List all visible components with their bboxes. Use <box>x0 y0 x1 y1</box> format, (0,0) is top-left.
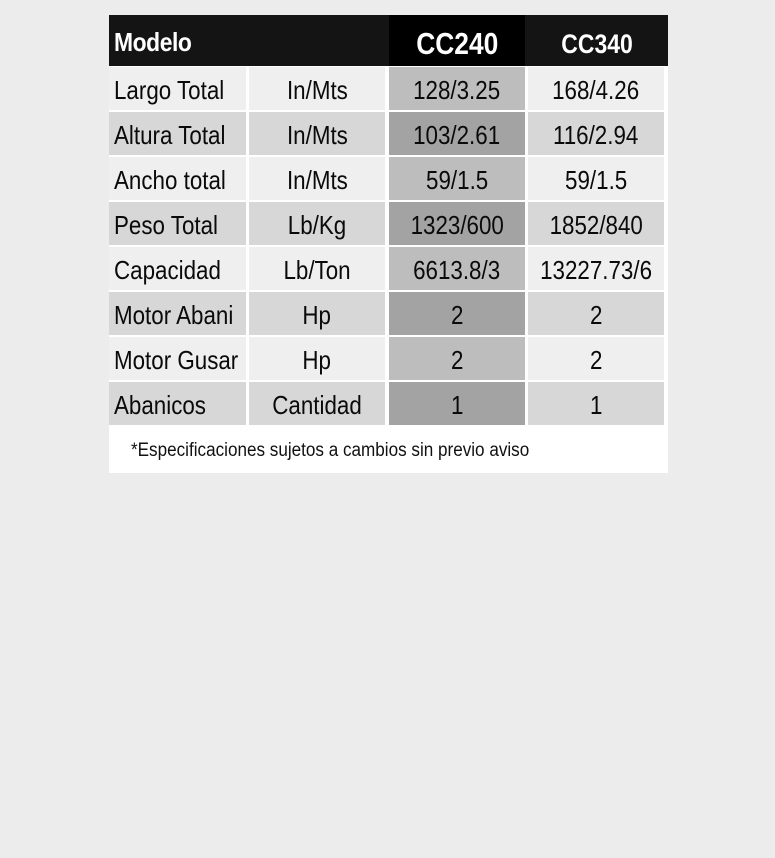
table-row <box>109 247 668 290</box>
cc340-value: 13227.73/6 <box>528 247 664 290</box>
cc240-value: 6613.8/3 <box>389 247 525 290</box>
table-row <box>109 292 668 335</box>
row-unit: Cantidad <box>249 382 385 425</box>
cc240-value: 128/3.25 <box>389 67 525 110</box>
table-row <box>109 382 668 425</box>
cc340-value: 116/2.94 <box>528 112 664 155</box>
row-unit: In/Mts <box>249 67 385 110</box>
header-model-cc240: CC240 <box>389 15 525 66</box>
table-row <box>109 157 668 200</box>
cc340-value: 168/4.26 <box>528 67 664 110</box>
cc240-value: 59/1.5 <box>389 157 525 200</box>
row-unit: In/Mts <box>249 112 385 155</box>
spec-table <box>109 15 668 473</box>
table-row <box>109 202 668 245</box>
row-unit: In/Mts <box>249 157 385 200</box>
table-row <box>109 67 668 110</box>
cc340-value: 2 <box>528 292 664 335</box>
row-unit: Hp <box>249 337 385 380</box>
cc240-value: 103/2.61 <box>389 112 525 155</box>
row-label: Largo Total <box>109 67 246 110</box>
table-header <box>109 15 668 66</box>
row-unit: Hp <box>249 292 385 335</box>
row-label: Motor Abani <box>109 292 246 335</box>
cc340-value: 2 <box>528 337 664 380</box>
cc240-value: 2 <box>389 292 525 335</box>
row-unit: Lb/Kg <box>249 202 385 245</box>
footnote: *Especificaciones sujetos a cambios sin previo aviso <box>131 440 530 461</box>
table-row <box>109 337 668 380</box>
row-label: Ancho total <box>109 157 246 200</box>
row-label: Motor Gusar <box>109 337 246 380</box>
table-row <box>109 112 668 155</box>
row-label: Altura Total <box>109 112 246 155</box>
row-label: Capacidad <box>109 247 246 290</box>
row-label: Abanicos <box>109 382 246 425</box>
cc340-value: 1 <box>528 382 664 425</box>
cc340-value: 1852/840 <box>528 202 664 245</box>
cc240-value: 1323/600 <box>389 202 525 245</box>
cc340-value: 59/1.5 <box>528 157 664 200</box>
row-label: Peso Total <box>109 202 246 245</box>
row-unit: Lb/Ton <box>249 247 385 290</box>
header-label-modelo: Modelo <box>114 27 192 57</box>
header-model-cc340: CC340 <box>561 29 633 59</box>
cc240-value: 2 <box>389 337 525 380</box>
cc240-value: 1 <box>389 382 525 425</box>
